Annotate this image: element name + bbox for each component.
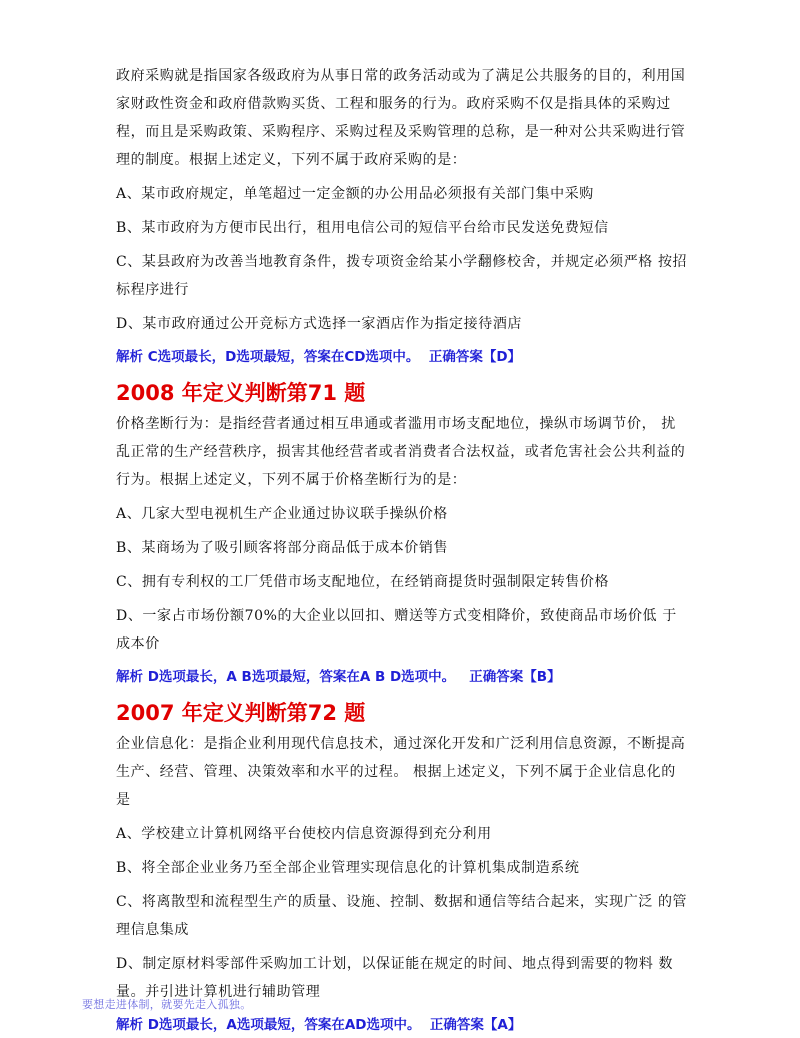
- question-stem: 企业信息化：是指企业利用现代信息技术，通过深化开发和广泛利用信息资源，不断提高生产、经营、管理、决策效率和水平的过程。 根据上述定义，下列不属于企业信息化的是: [116, 736, 686, 808]
- option-a: A、某市政府规定，单笔超过一定金额的办公用品必须报有关部门集中采购: [116, 186, 594, 202]
- option-b: B、将全部企业业务乃至全部企业管理实现信息化的计算机集成制造系统: [116, 860, 580, 876]
- option-d: D、某市政府通过公开竞标方式选择一家酒店作为指定接待酒店: [116, 316, 523, 332]
- option-a: A、学校建立计算机网络平台使校内信息资源得到充分利用: [116, 826, 492, 842]
- section-heading: 2007 年定义判断第72 题: [116, 701, 366, 725]
- answer-analysis: 解析 D选项最长，A选项最短，答案在AD选项中。 正确答案【A】: [116, 1017, 522, 1033]
- question-1: [116, 62, 688, 370]
- section-heading: 2008 年定义判断第71 题: [116, 381, 366, 405]
- option-a: A、几家大型电视机生产企业通过协议联手操纵价格: [116, 506, 448, 522]
- option-c: C、拥有专利权的工厂凭借市场支配地位，在经销商提货时强制限定转售价格: [116, 574, 610, 590]
- question-stem: 价格垄断行为：是指经营者通过相互串通或者滥用市场支配地位，操纵市场调节价， 扰乱正常的生产经营秩序，损害其他经营者或者消费者合法权益，或者危害社会公共利益的行为。根据上述定义，下列不属于价格垄断行为的是：: [116, 416, 686, 488]
- option-c: C、将离散型和流程型生产的质量、设施、控制、数据和通信等结合起来，实现广泛 的管理信息集成: [116, 894, 688, 938]
- answer-analysis: 解析 D选项最长，A B选项最短，答案在A B D选项中。 正确答案【B】: [116, 669, 561, 685]
- option-b: B、某市政府为方便市民出行，租用电信公司的短信平台给市民发送免费短信: [116, 220, 609, 236]
- document-body: [116, 62, 688, 1038]
- answer-analysis: 解析 C选项最长，D选项最短，答案在CD选项中。 正确答案【D】: [116, 349, 522, 365]
- option-c: C、某县政府为改善当地教育条件，拨专项资金给某小学翻修校舍，并规定必须严格 按招标程序进行: [116, 254, 688, 298]
- option-d: D、一家占市场份额70%的大企业以回扣、赠送等方式变相降价，致使商品市场价低 于成本价: [116, 608, 677, 652]
- page-footer: 要想走进体制，就要先走入孤独。: [82, 998, 252, 1011]
- option-d: D、制定原材料零部件采购加工计划，以保证能在规定的时间、地点得到需要的物料 数量。并引进计算机进行辅助管理: [116, 956, 674, 1000]
- question-2: [116, 378, 688, 690]
- question-3: [116, 698, 688, 1038]
- option-b: B、某商场为了吸引顾客将部分商品低于成本价销售: [116, 540, 449, 556]
- question-stem: 政府采购就是指国家各级政府为从事日常的政务活动或为了满足公共服务的目的，利用国家财政性资金和政府借款购买货、工程和服务的行为。政府采购不仅是指具体的采购过程，而且是采购政策、采购程序、采购过程及采购管理的总称，是一种对公共采购进行管理的制度。根据上述定义，下列不属于政府采购的是：: [116, 68, 686, 168]
